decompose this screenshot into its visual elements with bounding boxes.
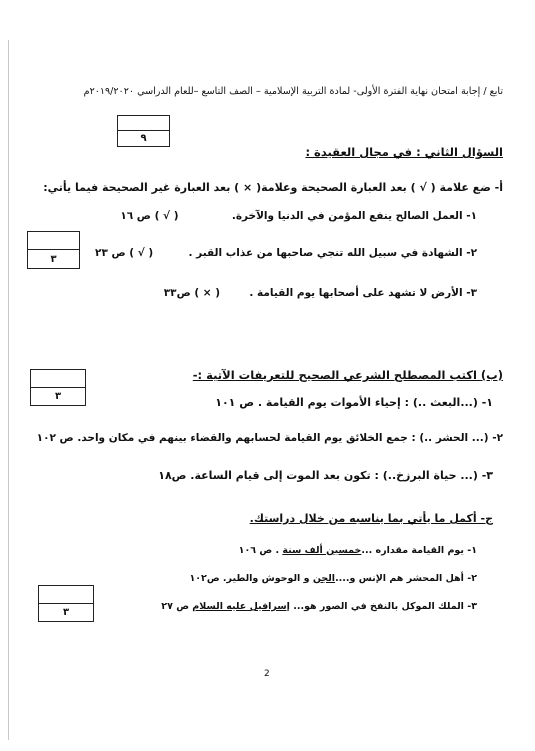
part-b-item-2: ٢- (... الحشر ..) : جمع الخلائق يوم القيامة لحسابهم والقضاء بينهم في مكان واحد. ص ١٠٢ (36, 432, 503, 444)
part-c-item-1 (239, 545, 477, 556)
part-c-item-2-answer: الجن (312, 573, 336, 584)
part-b-item-3: ٣- (... حياة البرزخ..) : تكون بعد الموت إلى قيام الساعة. ص١٨ (158, 469, 493, 482)
part-a-item-1-text: ١- العمل الصالح ينفع المؤمن في الدنيا والآخرة. (231, 210, 477, 222)
part-a-item-2-text: ٢- الشهادة في سبيل الله تنجي صاحبها من عذاب القبر . (188, 247, 477, 259)
part-a-item-3 (164, 287, 477, 299)
part-a-item-1 (120, 210, 477, 222)
part-a-item-2 (95, 247, 477, 259)
part-c-item-2 (189, 573, 477, 584)
page-number: 2 (264, 669, 270, 679)
part-c-instruction: ج- أكمل ما يأتي بما يناسبه من خلال دراستك. (249, 512, 493, 525)
part-c-item-3-answer: إسرافيل عليه السلام (192, 601, 290, 612)
part-b-instruction: (ب) اكتب المصطلح الشرعي الصحيح للتعريفات الآتية :- (192, 368, 503, 382)
score-box-part-a (27, 231, 80, 269)
part-a-item-2-answer: ( √ ) ص ٢٣ (95, 247, 154, 259)
score-box-value: ٣ (31, 387, 85, 406)
score-box-value: ٣ (39, 603, 93, 622)
score-box-value: ٩ (118, 130, 169, 146)
score-box-value: ٣ (28, 249, 79, 268)
score-box-total (117, 115, 170, 147)
score-box-part-c (38, 585, 94, 622)
exam-header: تابع / إجابة امتحان نهاية الفترة الأولى- لمادة التربية الإسلامية – الصف التاسع –للعام الدراسي ٢٠١٩/٢٠٢٠م (83, 86, 503, 97)
part-a-item-3-text: ٣- الأرض لا تشهد على أصحابها يوم القيامة . (249, 287, 477, 299)
part-c-item-1-before: ١- يوم القيامة مقداره ... (361, 545, 477, 556)
score-box-part-b (30, 369, 86, 406)
part-b-item-1: ١- (...البعث ..) : إحياء الأموات يوم القيامة . ص ١٠١ (215, 396, 493, 409)
part-c-item-3-after: ص ٢٧ (161, 601, 193, 612)
part-a-item-3-answer: ( × ) ص٣٣ (163, 287, 221, 299)
part-c-item-1-answer: خمسين ألف سنة (282, 545, 362, 556)
part-a-instruction: أ- ضع علامة ( √ ) بعد العبارة الصحيحة وعلامة( × ) بعد العبارة غير الصحيحة فيما يأتي: (43, 181, 503, 194)
part-c-item-1-after: . ص ١٠٦ (238, 545, 283, 556)
question-two-title: السؤال الثاني : في مجال العقيدة : (305, 145, 503, 159)
part-c-item-3-before: ٣- الملك الموكل بالنفخ في الصور هو... (289, 601, 477, 612)
part-a-item-1-answer: ( √ ) ص ١٦ (120, 210, 179, 222)
part-c-item-3 (161, 601, 477, 612)
part-c-item-2-after: و الوحوش والطير. ص١٠٢ (189, 573, 313, 584)
part-c-item-2-before: ٢- أهل المحشر هم الإنس و.... (335, 573, 477, 584)
